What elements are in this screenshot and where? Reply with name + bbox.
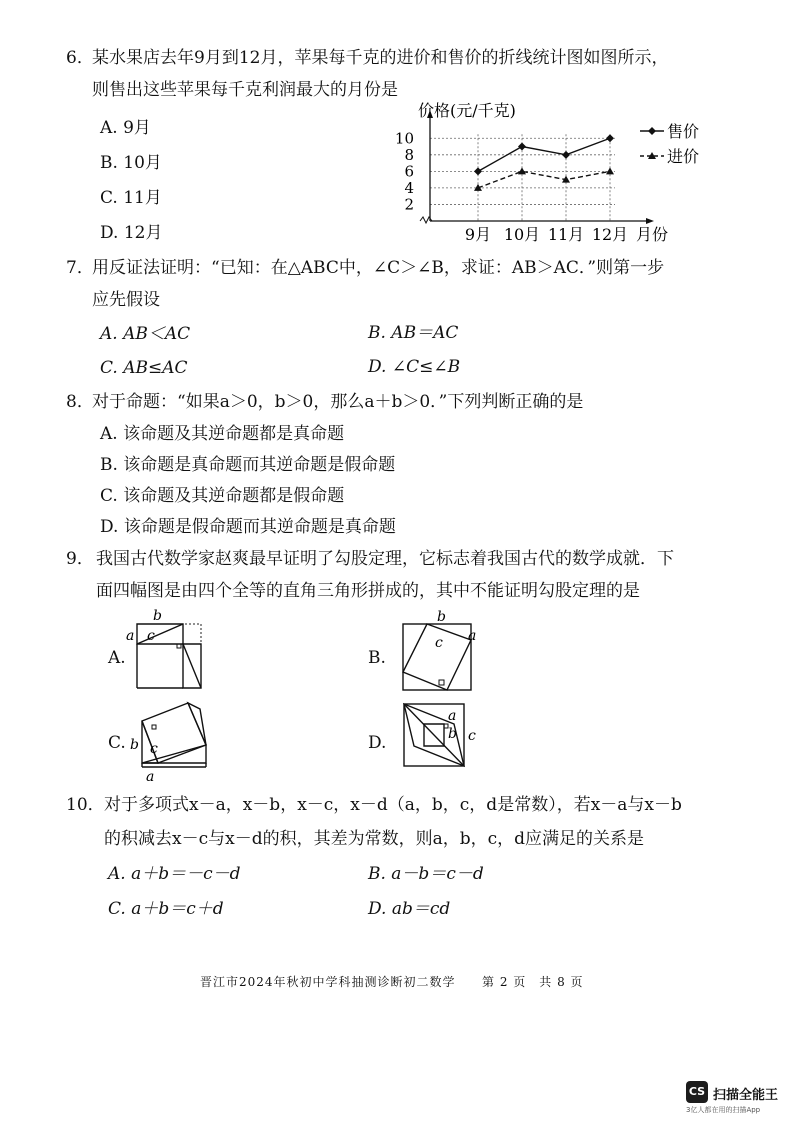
y-axis-title: 价格(元/千克): [418, 101, 516, 120]
q8-number: 8．: [66, 392, 94, 412]
q7-option-b: B. AB＝AC: [368, 323, 459, 343]
q6-option-a: A. 9月: [100, 118, 151, 138]
q6-stem-line2: 则售出这些苹果每千克利润最大的月份是: [92, 80, 398, 100]
q9-stem-line1: 我国古代数学家赵爽最早证明了勾股定理，它标志着我国古代的数学成就．下: [96, 549, 674, 569]
q8-option-c: C. 该命题及其逆命题都是假命题: [100, 486, 345, 506]
fig-d-label-b: b: [448, 726, 457, 742]
q9-figure-d: [400, 700, 490, 780]
q6-number: 6．: [66, 48, 94, 68]
point-售价: [562, 151, 570, 159]
chart-text: [395, 101, 699, 244]
point-售价: [606, 134, 614, 142]
q6-stem-line1: 某水果店去年9月到12月，苹果每千克的进价和售价的折线统计图如图所示，: [92, 48, 669, 68]
fig-b-label-b: b: [437, 609, 446, 625]
point-售价: [518, 143, 526, 151]
q9-option-d: D.: [368, 733, 387, 753]
legend-label-sell: 售价: [667, 122, 700, 141]
fig-d-label-c: c: [468, 728, 476, 744]
x-tick-label: 12月: [591, 225, 629, 244]
fig-d-label-a: a: [448, 708, 457, 724]
q6-option-b: B. 10月: [100, 153, 162, 173]
point-进价: [518, 167, 526, 174]
fig-a-label-b: b: [153, 608, 162, 624]
q10-option-b: B. a－b＝c－d: [368, 864, 484, 884]
q7-option-c: C. AB≤AC: [100, 358, 188, 378]
q6-option-c: C. 11月: [100, 188, 162, 208]
y-tick-label: 2: [404, 195, 414, 214]
point-售价: [474, 167, 482, 175]
fig-a-label-c: c: [147, 628, 155, 644]
q10-stem-line2: 的积减去x－c与x－d的积，其差为常数，则a，b，c，d应满足的关系是: [104, 829, 644, 849]
x-tick-label: 9月: [464, 225, 492, 244]
legend-label-cost: 进价: [667, 147, 700, 166]
q8-option-a: A. 该命题及其逆命题都是真命题: [100, 424, 345, 444]
series-line-进价: [478, 171, 610, 188]
q9-figure-c: [128, 695, 218, 787]
q7-option-a: A. AB＜AC: [100, 324, 191, 344]
q9-number: 9．: [66, 549, 94, 569]
q10-option-c: C. a＋b＝c＋d: [108, 899, 224, 919]
q7-option-d: D. ∠C≤∠B: [368, 357, 461, 377]
q7-stem-line2: 应先假设: [92, 290, 160, 310]
chart-series: [474, 134, 614, 191]
x-tick-label: 11月: [547, 225, 585, 244]
scanner-watermark: [686, 1081, 790, 1113]
watermark-name: 扫描全能王: [713, 1088, 779, 1103]
q9-option-c: C.: [108, 733, 126, 753]
fig-a-label-a: a: [126, 628, 135, 644]
fig-b-label-c: c: [435, 635, 443, 651]
chart-axes: [420, 110, 654, 224]
x-axis-title: 月份: [636, 225, 669, 244]
q9-figure-a: [125, 610, 207, 692]
q7-stem-line1: 用反证法证明：“已知：在△ABC中，∠C＞∠B，求证：AB＞AC．”则第一步: [92, 258, 665, 278]
q9-figure-b: [395, 610, 485, 695]
q8-stem: 对于命题：“如果a＞0，b＞0，那么a＋b＞0．”下列判断正确的是: [92, 392, 584, 412]
fig-c-label-c: c: [150, 741, 158, 757]
x-axis-arrow: [646, 218, 654, 224]
fig-c-label-a: a: [146, 769, 155, 785]
q10-option-a: A. a＋b＝－c－d: [108, 864, 241, 884]
q8-option-d: D. 该命题是假命题而其逆命题是真命题: [100, 517, 396, 537]
q7-number: 7．: [66, 258, 94, 278]
q10-option-d: D. ab＝cd: [368, 899, 451, 919]
q10-number: 10．: [66, 795, 105, 815]
q9-stem-line2: 面四幅图是由四个全等的直角三角形拼成的，其中不能证明勾股定理的是: [96, 581, 640, 601]
x-tick-label: 10月: [503, 225, 541, 244]
y-tick-label: 8: [404, 145, 414, 164]
q9-option-b: B.: [368, 648, 386, 668]
q9-option-a: A.: [108, 648, 126, 668]
watermark-subtitle: 3亿人都在用的扫描App: [686, 1106, 761, 1114]
q10-stem-line1: 对于多项式x－a，x－b，x－c，x－d（a，b，c，d是常数），若x－a与x－b: [104, 795, 682, 815]
fig-b-label-a: a: [468, 628, 477, 644]
y-tick-label: 10: [394, 129, 414, 148]
point-进价: [606, 167, 614, 174]
cs-logo: CS: [686, 1081, 708, 1103]
q8-option-b: B. 该命题是真命题而其逆命题是假命题: [100, 455, 396, 475]
price-line-chart: [0, 0, 794, 260]
y-tick-label: 4: [404, 178, 414, 197]
y-tick-label: 6: [404, 162, 414, 181]
footer-page-number: 第 2 页 共 8 页: [482, 975, 584, 989]
legend-marker-sell: [648, 127, 656, 135]
q6-option-d: D. 12月: [100, 223, 163, 243]
footer-exam-title: 晋江市2024年秋初中学科抽测诊断初二数学: [200, 975, 456, 989]
fig-c-label-b: b: [130, 737, 139, 753]
